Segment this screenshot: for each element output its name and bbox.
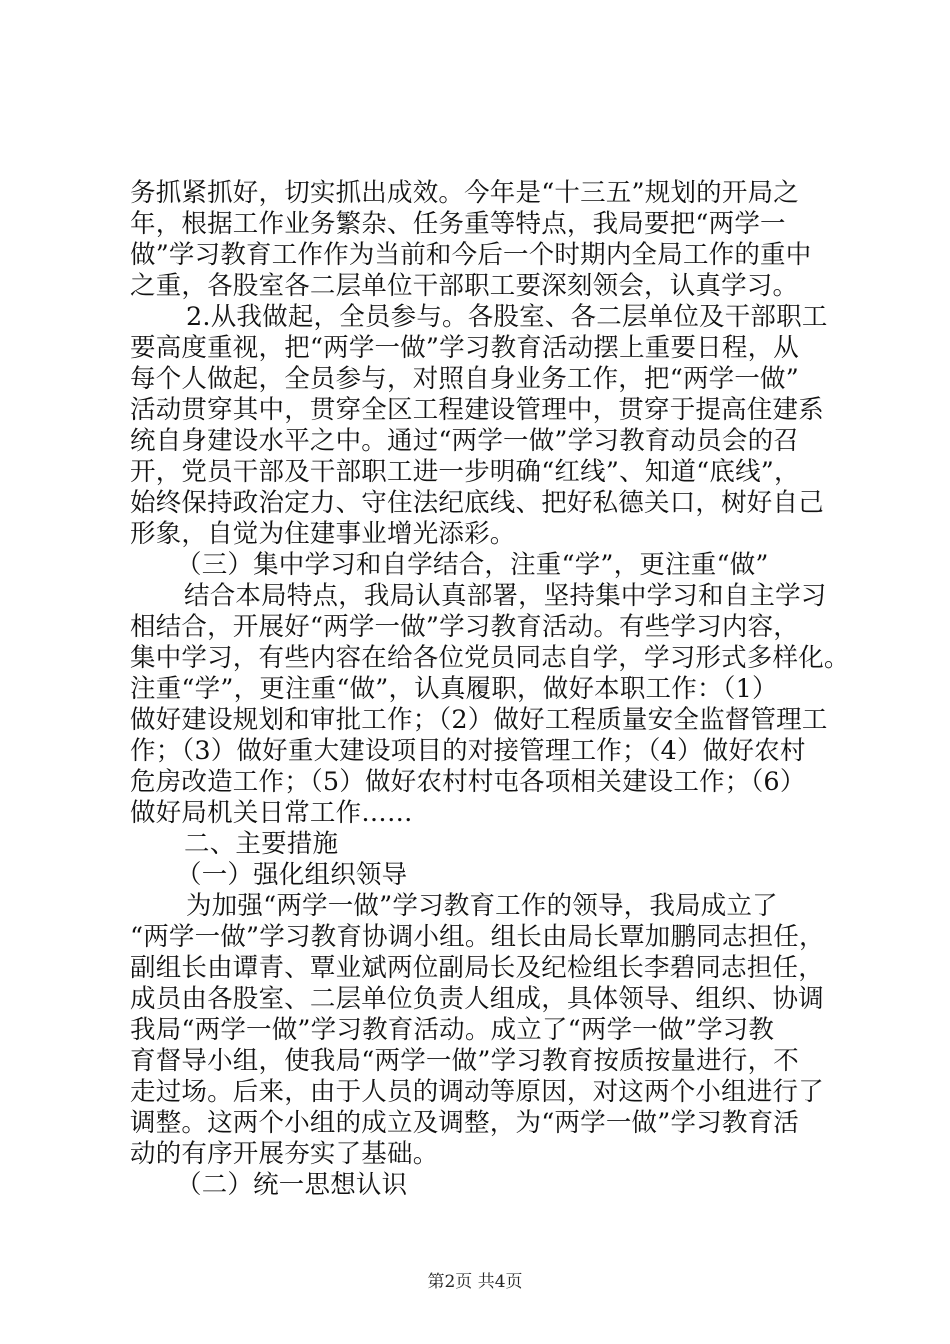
text-line: 做”学习教育工作作为当前和今后一个时期内全局工作的重中 — [130, 240, 812, 270]
text-line: 之重，各股室各二层单位干部职工要深刻领会，认真学习。 — [130, 271, 799, 301]
text-line: 始终保持政治定力、守住法纪底线、把好私德关口，树好自己 — [130, 488, 824, 518]
text-line: 年，根据工作业务繁杂、任务重等特点，我局要把“两学一 — [130, 209, 786, 239]
text-line: 危房改造工作；（5）做好农村村屯各项相关建设工作；（6） — [130, 767, 806, 797]
text-line: 形象，自觉为住建事业增光添彩。 — [130, 519, 516, 549]
text-line: 为加强“两学一做”学习教育工作的领导，我局成立了 — [186, 891, 778, 921]
text-line: 相结合，开展好“两学一做”学习教育活动。有些学习内容， — [130, 612, 799, 642]
text-line: 集中学习，有些内容在给各位党员同志自学，学习形式多样化。 — [130, 643, 850, 673]
text-line: 做好建设规划和审批工作；（2）做好工程质量安全监督管理工 — [130, 705, 828, 735]
text-line: 要高度重视，把“两学一做”学习教育活动摆上重要日程，从 — [130, 333, 799, 363]
text-line: 做好局机关日常工作…… — [130, 798, 413, 828]
section-heading: （三）集中学习和自学结合，注重“学”，更注重“做” — [176, 550, 769, 580]
text-line: 每个人做起，全员参与，对照自身业务工作，把“两学一做” — [130, 364, 799, 394]
text-line: “两学一做”学习教育协调小组。组长由局长覃加鹏同志担任， — [130, 922, 825, 952]
section-heading: 二、主要措施 — [184, 829, 339, 859]
text-line: 动的有序开展夯实了基础。 — [130, 1139, 439, 1169]
text-line: 作；（3）做好重大建设项目的对接管理工作；（4）做好农村 — [130, 736, 806, 766]
text-line: 副组长由谭青、覃业斌两位副局长及纪检组长李碧同志担任， — [130, 953, 824, 983]
text-line: 注重“学”，更注重“做”，认真履职，做好本职工作：（1） — [130, 674, 778, 704]
text-line: 统自身建设水平之中。通过“两学一做”学习教育动员会的召 — [130, 426, 799, 456]
text-line: 2.从我做起，全员参与。各股室、各二层单位及干部职工 — [186, 302, 828, 332]
text-line: 务抓紧抓好，切实抓出成效。今年是“十三五”规划的开局之 — [130, 178, 799, 208]
text-line: 走过场。后来，由于人员的调动等原因，对这两个小组进行了 — [130, 1077, 824, 1107]
text-line: 育督导小组，使我局“两学一做”学习教育按质按量进行，不 — [130, 1046, 799, 1076]
text-line: 我局“两学一做”学习教育活动。成立了“两学一做”学习教 — [130, 1015, 775, 1045]
page-footer: 第2页 共4页 — [427, 1272, 523, 1292]
text-line: 活动贯穿其中，贯穿全区工程建设管理中，贯穿于提高住建系 — [130, 395, 824, 425]
text-line: 结合本局特点，我局认真部署，坚持集中学习和自主学习 — [184, 581, 827, 611]
text-line: 成员由各股室、二层单位负责人组成，具体领导、组织、协调 — [130, 984, 824, 1014]
text-line: 调整。这两个小组的成立及调整，为“两学一做”学习教育活 — [130, 1108, 799, 1138]
section-heading: （二）统一思想认识 — [176, 1170, 408, 1200]
text-line: 开，党员干部及干部职工进一步明确“红线”、知道“底线”， — [130, 457, 800, 487]
section-heading: （一）强化组织领导 — [176, 860, 408, 890]
